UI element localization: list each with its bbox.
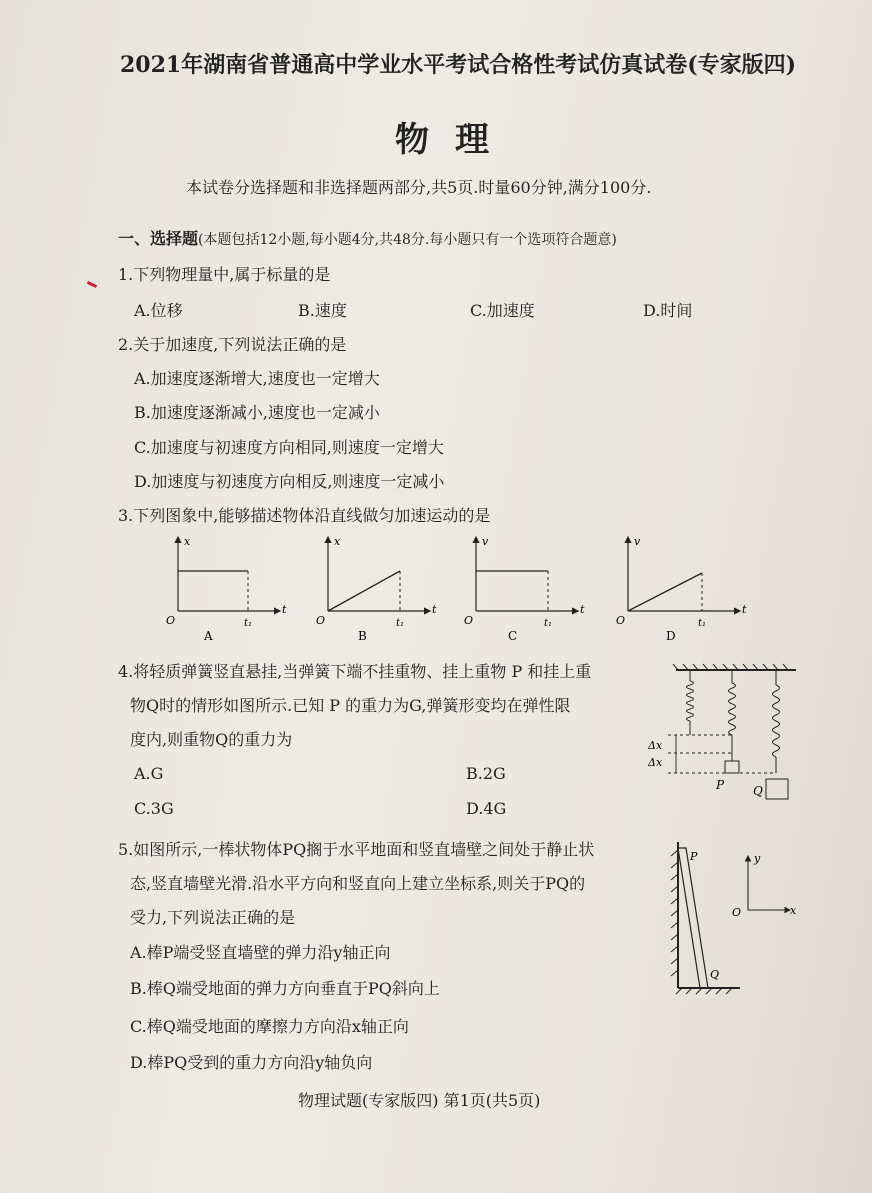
q5-option-d[interactable]: D.棒PQ受到的重力方向沿y轴负向 (130, 1053, 373, 1072)
q3-graphs (160, 533, 770, 648)
graph-d-t-label: t (742, 603, 747, 616)
graph-c-origin: O (464, 614, 474, 627)
spring-empty (687, 670, 694, 735)
q2-option-a[interactable]: A.加速度逐渐增大,速度也一定增大 (134, 369, 380, 388)
rod-pq (678, 848, 708, 988)
section-heading (118, 226, 617, 249)
rod-q-label: Q (710, 968, 720, 981)
graph-a[interactable] (166, 535, 287, 643)
question-4-stem-line-1: 4.将轻质弹簧竖直悬挂,当弹簧下端不挂重物、挂上重物 P 和挂上重 (118, 662, 592, 681)
q4-option-a[interactable]: A.G (134, 764, 164, 783)
graph-b-t1: t₁ (396, 618, 405, 629)
graph-a-origin: O (166, 614, 176, 627)
q2-option-b[interactable]: B.加速度逐渐减小,速度也一定减小 (134, 403, 380, 422)
q1-option-d[interactable]: D.时间 (643, 301, 693, 320)
graph-a-t-label: t (282, 603, 287, 616)
graph-d-origin: O (616, 614, 626, 627)
question-5-stem-line-1: 5.如图所示,一棒状物体PQ搁于水平地面和竖直墙壁之间处于静止状 (118, 840, 595, 859)
q4-option-b[interactable]: B.2G (466, 764, 506, 783)
graph-d-t1: t₁ (698, 618, 707, 629)
spring-with-q (773, 670, 780, 773)
graph-b[interactable] (316, 535, 437, 643)
section-note: (本题包括12小题,每小题4分,共48分.每小题只有一个选项符合题意) (198, 232, 617, 248)
graph-a-caption: A (204, 629, 213, 643)
question-3-stem: 3.下列图象中,能够描述物体沿直线做匀加速运动的是 (118, 506, 491, 525)
q-label: Q (753, 784, 763, 798)
graph-d-caption: D (666, 629, 676, 643)
exam-intro: 本试卷分选择题和非选择题两部分,共5页.时量60分钟,满分100分. (186, 178, 652, 197)
graph-a-t1: t₁ (244, 618, 253, 629)
q2-option-c[interactable]: C.加速度与初速度方向相同,则速度一定增大 (134, 438, 444, 457)
graph-b-t-label: t (432, 603, 437, 616)
q5-rod-figure (660, 838, 800, 998)
weight-q (766, 779, 788, 799)
question-1-stem: 1.下列物理量中,属于标量的是 (118, 265, 331, 284)
q1-option-a[interactable]: A.位移 (134, 301, 183, 320)
section-label: 一、选择题 (118, 229, 199, 248)
q5-option-a[interactable]: A.棒P端受竖直墙壁的弹力沿y轴正向 (130, 943, 391, 962)
question-2-stem: 2.关于加速度,下列说法正确的是 (118, 335, 347, 354)
graph-b-y-label: x (334, 535, 341, 548)
dx-label-2: Δx (648, 756, 663, 769)
question-4-stem-line-2: 物Q时的情形如图所示.已知 P 的重力为G,弹簧形变均在弹性限 (130, 696, 571, 715)
question-4-stem-line-3: 度内,则重物Q的重力为 (130, 730, 293, 749)
question-5-stem-line-2: 态,竖直墙壁光滑.沿水平方向和竖直向上建立坐标系,则关于PQ的 (130, 874, 586, 893)
axis-origin-label: O (732, 906, 742, 919)
graph-b-caption: B (358, 629, 367, 643)
graph-c-t-label: t (580, 603, 585, 616)
q4-spring-figure (640, 663, 800, 808)
q1-option-b[interactable]: B.速度 (298, 301, 347, 320)
q4-option-d[interactable]: D.4G (466, 799, 507, 818)
rod-p-label: P (690, 850, 698, 863)
graph-c[interactable] (464, 535, 585, 643)
red-mark (87, 281, 97, 288)
q1-option-c[interactable]: C.加速度 (470, 301, 535, 320)
page-footer: 物理试题(专家版四) 第1页(共5页) (298, 1091, 541, 1110)
spring-with-p (729, 670, 736, 761)
graph-c-t1: t₁ (544, 618, 553, 629)
graph-a-y-label: x (184, 535, 191, 548)
q2-option-d[interactable]: D.加速度与初速度方向相反,则速度一定减小 (134, 472, 445, 491)
q5-option-b[interactable]: B.棒Q端受地面的弹力方向垂直于PQ斜向上 (130, 979, 440, 998)
subject-title: 物理 (395, 120, 515, 160)
q5-option-c[interactable]: C.棒Q端受地面的摩擦力方向沿x轴正向 (130, 1017, 409, 1036)
graph-c-y-label: v (482, 535, 489, 548)
axis-y-label: y (754, 852, 761, 865)
question-5-stem-line-3: 受力,下列说法正确的是 (130, 908, 296, 927)
weight-p (725, 761, 739, 773)
dx-label-1: Δx (648, 739, 663, 752)
q4-option-c[interactable]: C.3G (134, 799, 174, 818)
graph-c-caption: C (508, 629, 518, 643)
graph-d[interactable] (616, 535, 747, 643)
graph-b-origin: O (316, 614, 326, 627)
exam-title: 2021年湖南省普通高中学业水平考试合格性考试仿真试卷(专家版四) (120, 52, 797, 78)
graph-d-y-label: v (634, 535, 641, 548)
axis-x-label: x (790, 904, 797, 917)
p-label: P (716, 778, 725, 792)
